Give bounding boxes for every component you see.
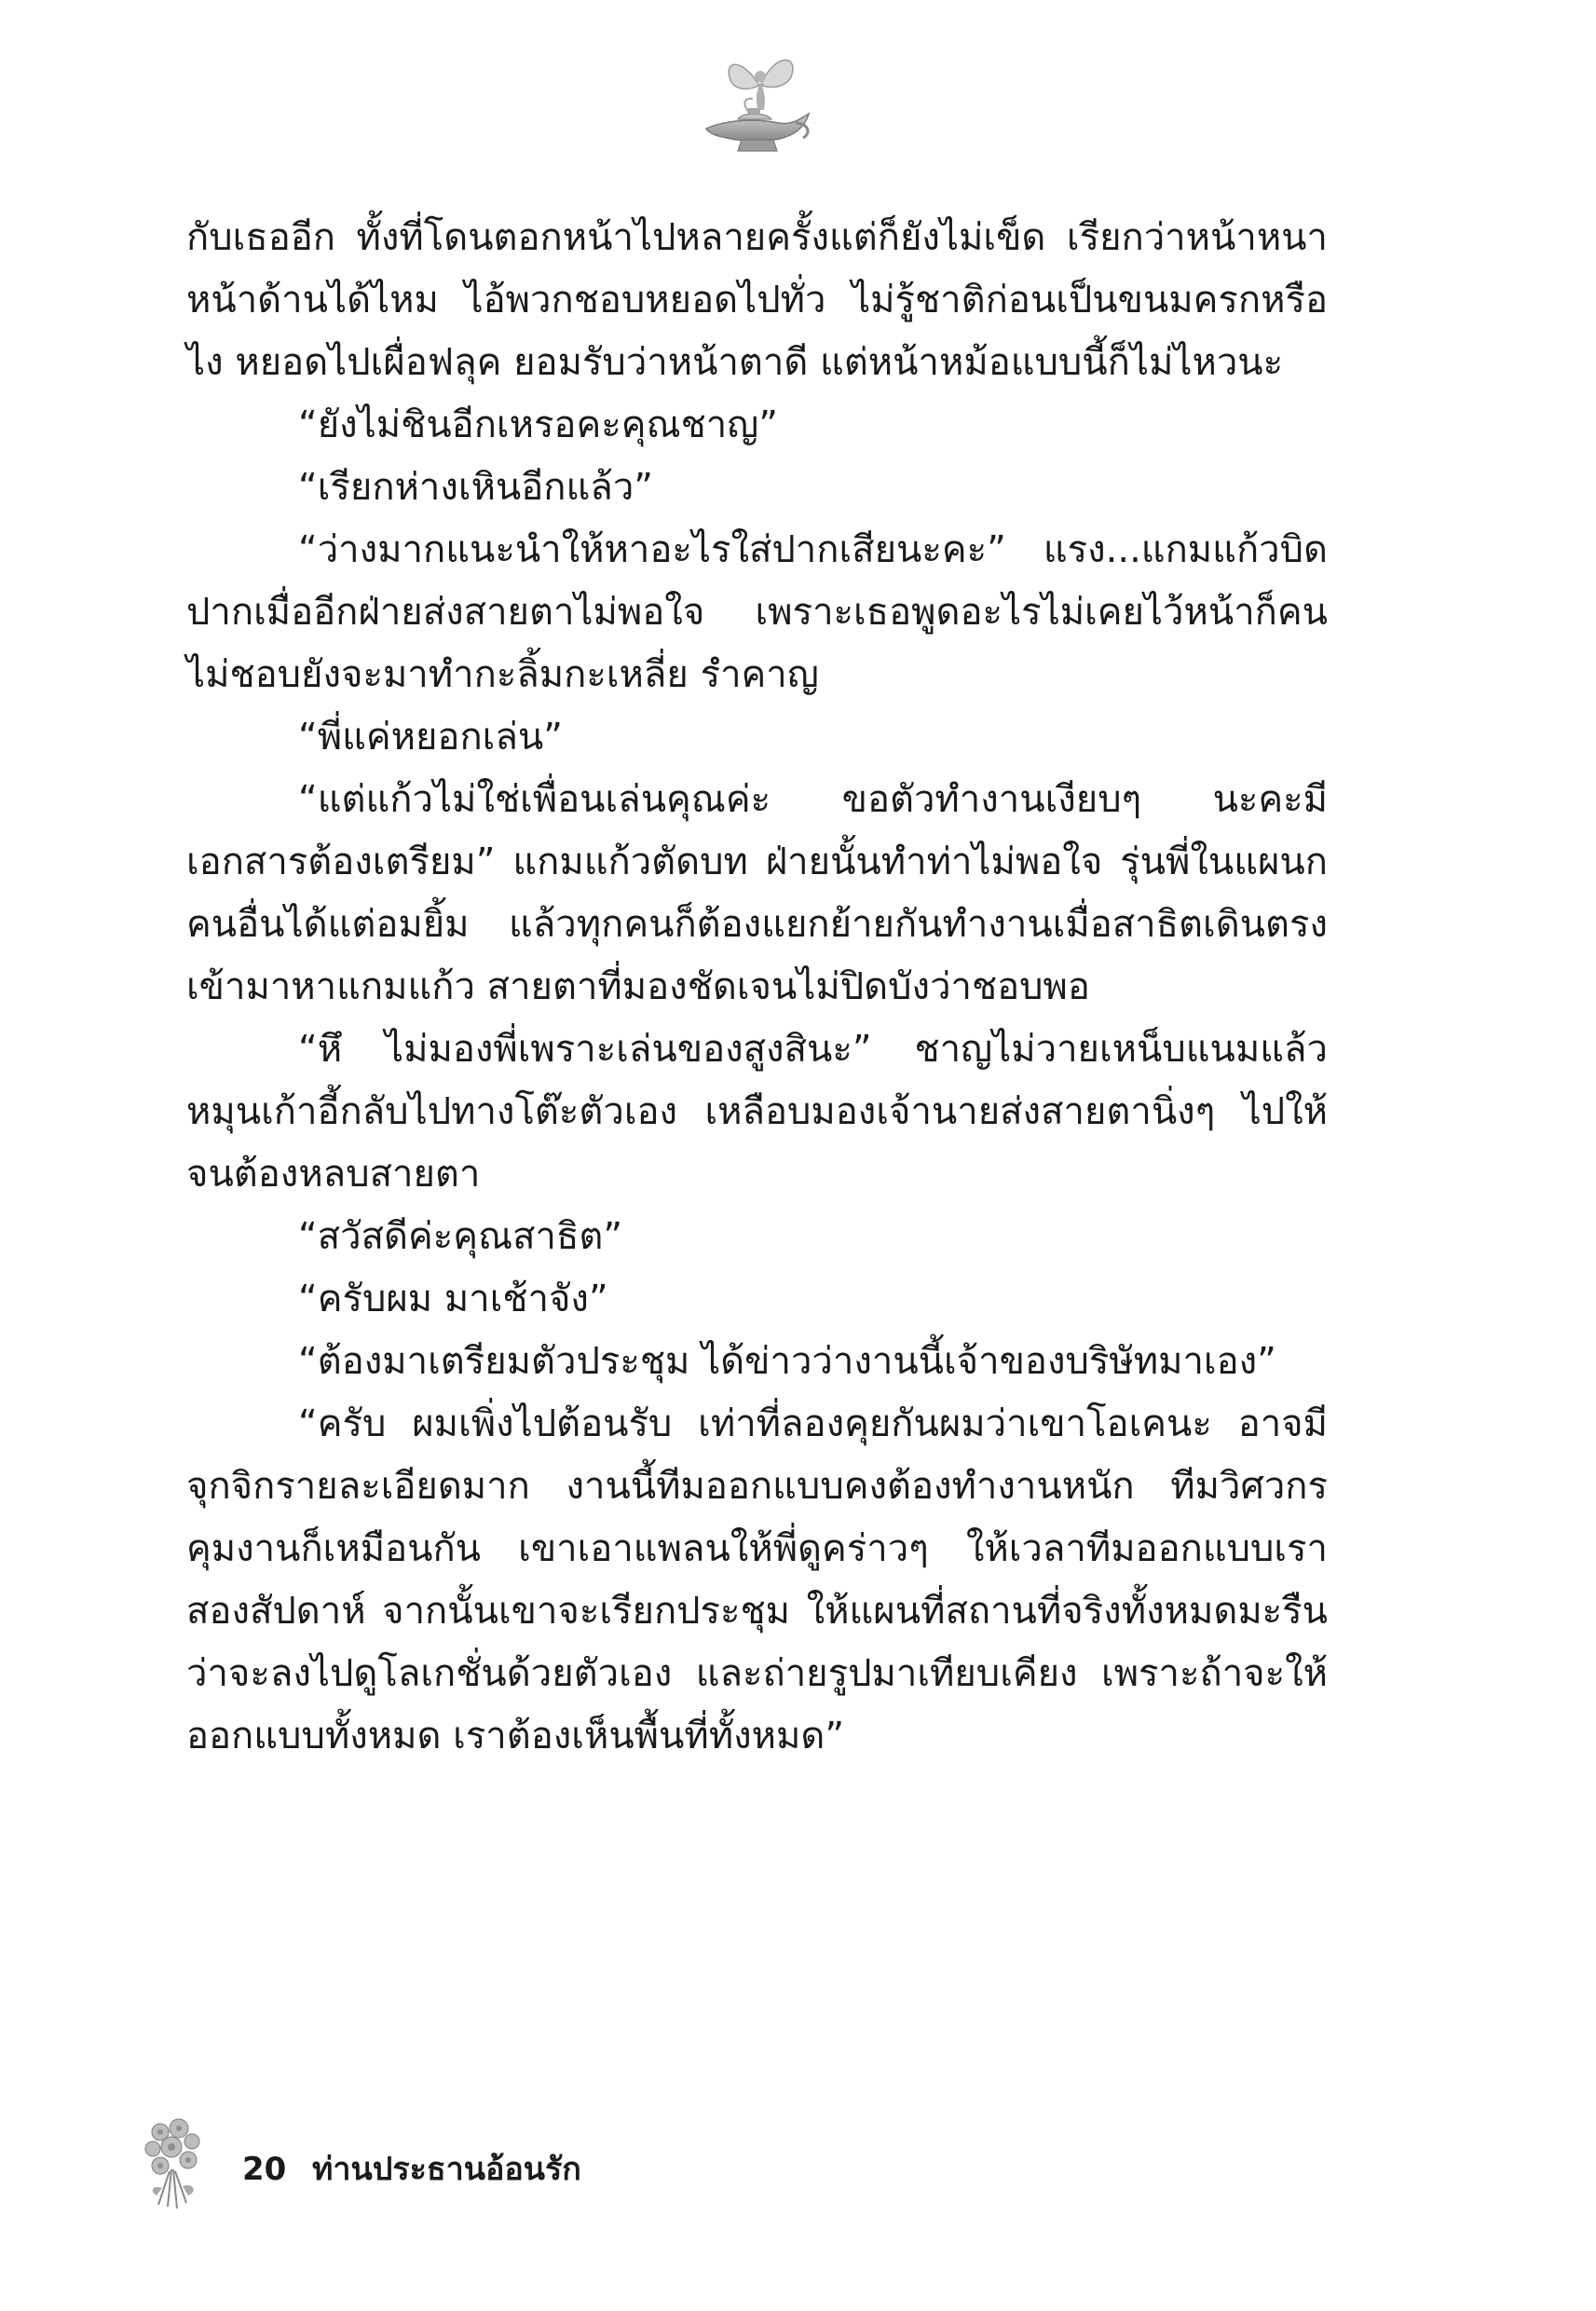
body-text [186,207,1328,1768]
paragraph: “ครับ ผมเพิ่งไปต้อนรับ เท่าที่ลองคุยกันผมว่าเขาโอเคนะ อาจมีจุกจิกรายละเอียดมาก งานนี้ทีมออกแบบคงต้องทำงานหนัก ทีมวิศวกรคุมงานก็เหมือนกัน เขาเอาแพลนให้พี่ดูคร่าวๆ ให้เวลาทีมออกแบบเราสองสัปดาห์ จากนั้นเขาจะเรียกประชุม ให้แผนที่สถานที่จริงทั้งหมดมะรืนว่าจะลงไปดูโลเกชั่นด้วยตัวเอง และถ่ายรูปมาเทียบเคียง เพราะถ้าจะให้ออกแบบทั้งหมด เราต้องเห็นพื้นที่ทั้งหมด” [186,1402,1328,1757]
flower-bouquet-icon [140,2113,207,2216]
page-footer [140,2113,978,2216]
paragraph: กับเธออีก ทั้งที่โดนตอกหน้าไปหลายครั้งแต่ก็ยังไม่เข็ด เรียกว่าหน้าหนาหน้าด้านได้ไหม ไอ้พวกชอบหยอดไปทั่ว ไม่รู้ชาติก่อนเป็นขนมครกหรือไง หยอดไปเผื่อฟลุค ยอมรับว่าหน้าตาดี แต่หน้าหม้อแบบนี้ก็ไม่ไหวนะ [186,216,1328,384]
paragraph: “สวัสดีค่ะคุณสาธิต” [298,1215,623,1258]
paragraph: “พี่แค่หยอกเล่น” [298,716,563,759]
paragraph: “หึ ไม่มองพี่เพราะเล่นของสูงสินะ” ชาญไม่วายเหน็บแนมแล้วหมุนเก้าอี้กลับไปทางโต๊ะตัวเอง เหลือบมองเจ้านายส่งสายตานิ่งๆ ไปให้จนต้องหลบสายตา [186,1028,1328,1196]
paragraph: “ครับผม มาเช้าจัง” [298,1278,608,1320]
paragraph: “ยังไม่ชินอีกเหรอคะคุณชาญ” [298,403,778,446]
book-title: ท่านประธานอ้อนรัก [312,2151,581,2188]
paragraph: “เรียกห่างเหินอีกแล้ว” [298,466,653,509]
paragraph: “แต่แก้วไม่ใช่เพื่อนเล่นคุณค่ะ ขอตัวทำงานเงียบๆ นะคะมีเอกสารต้องเตรียม” แกมแก้วตัดบท ฝ่ายนั้นทำท่าไม่พอใจ รุ่นพี่ในแผนกคนอื่นได้แต่อมยิ้ม แล้วทุกคนก็ต้องแยกย้ายกันทำงานเมื่อสาธิตเดินตรงเข้ามาหาแกมแก้ว สายตาที่มองชัดเจนไม่ปิดบังว่าชอบพอ [186,778,1328,1008]
page-number: 20 [242,2151,287,2188]
lamp-with-fairy-icon [686,48,825,160]
paragraph: “ต้องมาเตรียมตัวประชุม ได้ข่าวว่างานนี้เจ้าของบริษัทมาเอง” [298,1340,1276,1383]
paragraph: “ว่างมากแนะนำให้หาอะไรใส่ปากเสียนะคะ” แรง...แกมแก้วบิดปากเมื่ออีกฝ่ายส่งสายตาไม่พอใจ เพราะเธอพูดอะไรไม่เคยไว้หน้าก็คนไม่ชอบยังจะมาทำกะลิ้มกะเหลี่ย รำคาญ [186,528,1328,696]
